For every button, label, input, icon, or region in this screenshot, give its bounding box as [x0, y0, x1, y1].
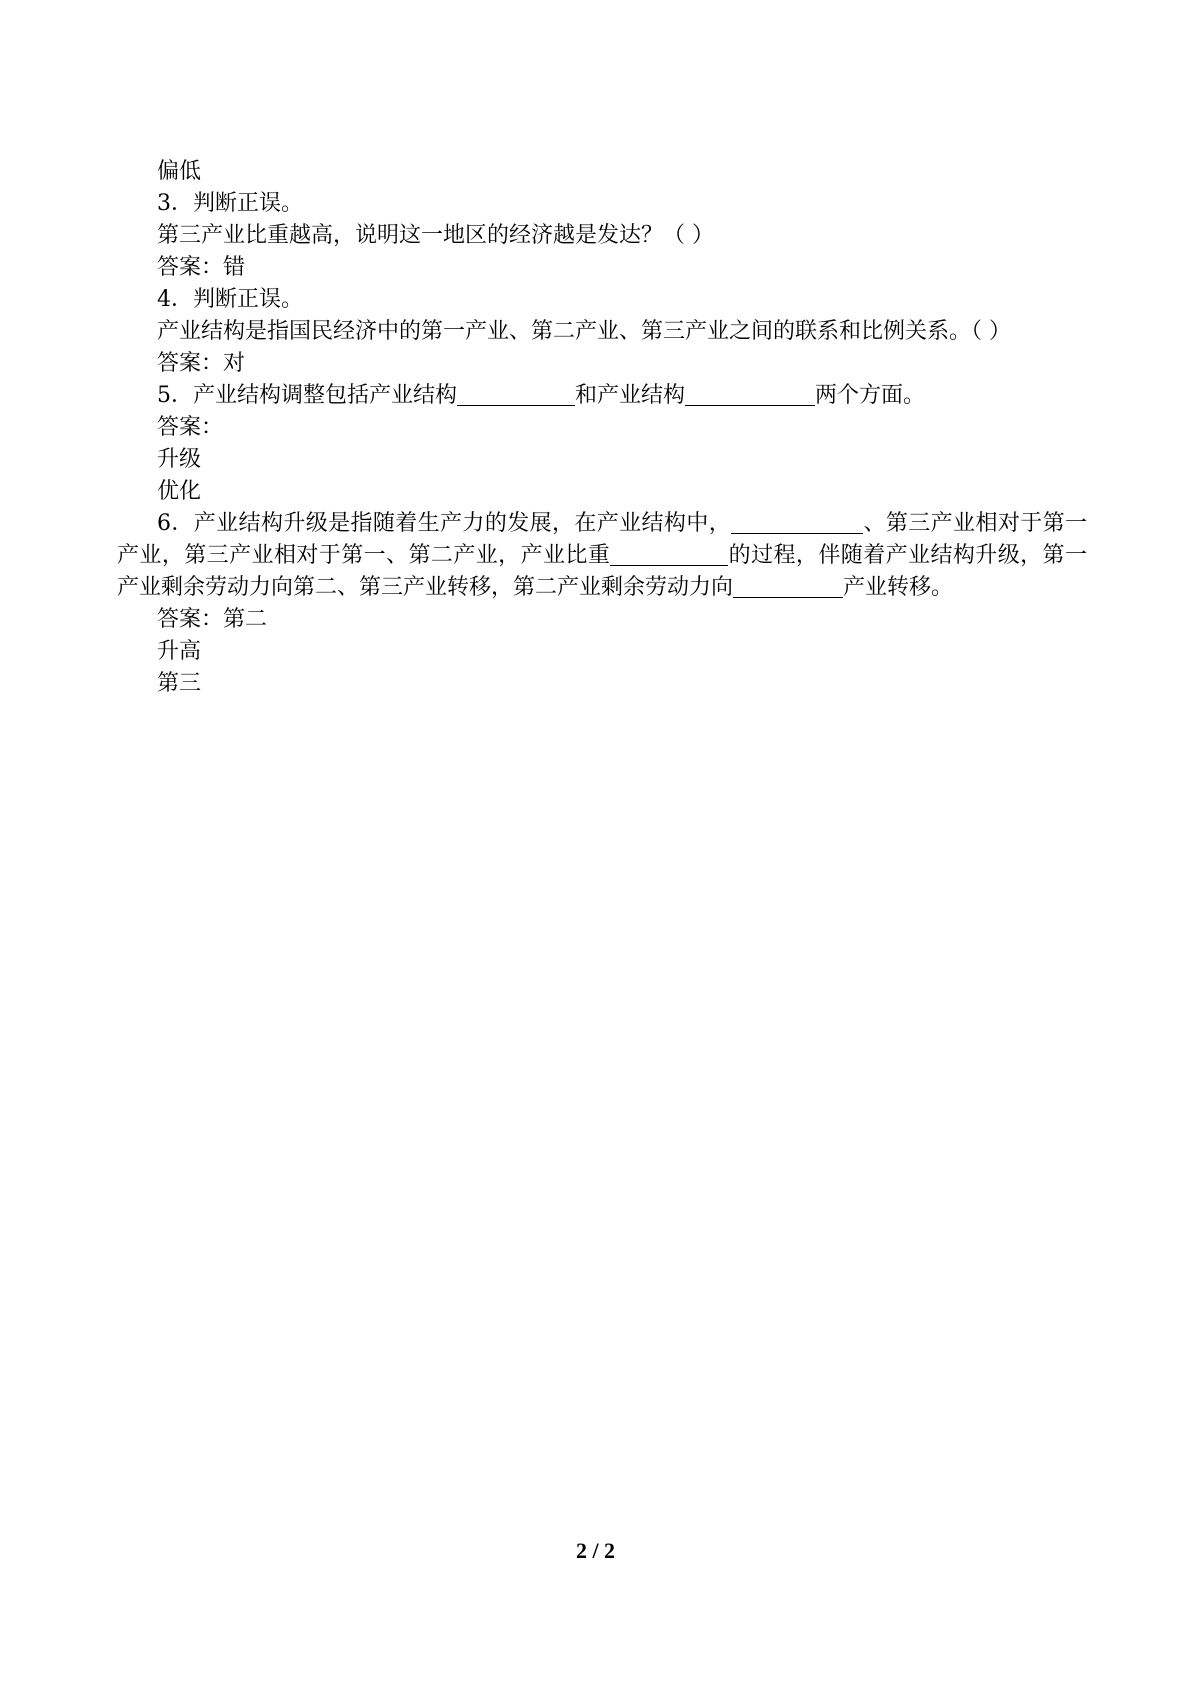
question-5-answer-1: 升级 [157, 447, 202, 472]
question-6-answer-2: 第三 [157, 671, 202, 696]
question-5-answer: 答案： [157, 415, 224, 440]
question-6-answer: 答案：第二 [157, 607, 268, 632]
question-6-text-b: 、第三产业相对于第一产业，第三产业相对于第一、第二产业，产业比重 [117, 511, 1087, 568]
question-3-answer: 答案：错 [157, 255, 246, 280]
fill-blank [610, 541, 728, 566]
question-4-answer: 答案：对 [157, 351, 246, 376]
document-body [117, 156, 1087, 700]
question-6-text-c: 的过程，伴随着产业结构升级，第一产业剩余劳动力向第二、第三产业转移，第二产业剩余劳动力向 [117, 543, 1087, 600]
question-6 [117, 508, 1087, 604]
question-5-text-c: 两个方面。 [815, 383, 926, 408]
fill-blank [731, 509, 863, 534]
question-3-title: 3．判断正误。 [157, 191, 303, 216]
fill-blank [733, 573, 843, 598]
question-3-statement: 第三产业比重越高，说明这一地区的经济越是发达？（ ） [157, 223, 714, 248]
fill-blank [685, 381, 815, 406]
page-number: 2 / 2 [575, 1538, 616, 1563]
question-4-statement: 产业结构是指国民经济中的第一产业、第二产业、第三产业之间的联系和比例关系。（ ） [157, 319, 1011, 344]
question-6-text-d: 产业转移。 [843, 575, 954, 600]
question-6-answer-1: 升高 [157, 639, 202, 664]
question-4-title: 4．判断正误。 [157, 287, 303, 312]
question-5 [117, 380, 1087, 412]
fill-blank [457, 381, 575, 406]
question-5-text-a: 5．产业结构调整包括产业结构 [157, 383, 457, 408]
answer-line: 偏低 [157, 159, 202, 184]
question-6-text-a: 6．产业结构升级是指随着生产力的发展，在产业结构中， [157, 511, 732, 536]
question-5-answer-2: 优化 [157, 479, 202, 504]
question-5-text-b: 和产业结构 [575, 383, 686, 408]
